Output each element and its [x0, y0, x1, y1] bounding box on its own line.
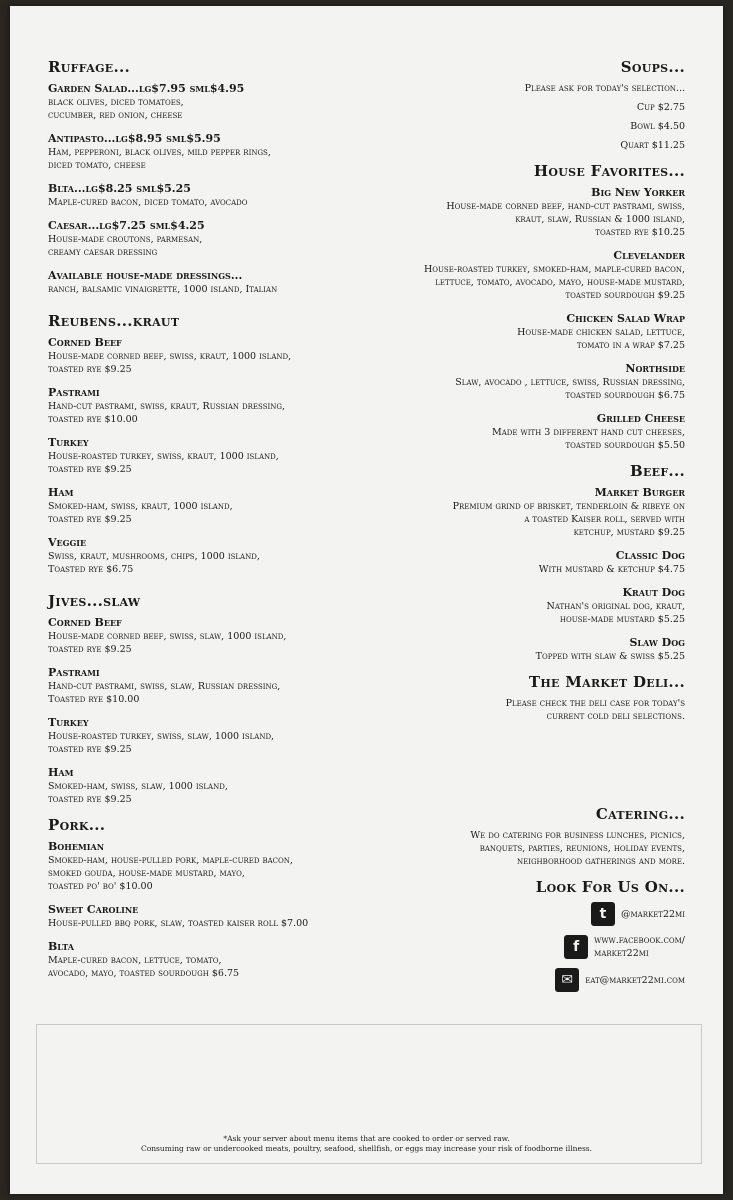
desc-line: House-pulled bbq pork, slaw, toasted kaiser roll $7.00: [48, 918, 309, 929]
email-link[interactable]: [355, 968, 685, 992]
item-desc: [355, 697, 685, 723]
menu-item: [48, 486, 368, 526]
ruffage-section: [48, 58, 368, 296]
item-desc: [355, 200, 685, 239]
desc-line: Please check the deli case for today's: [505, 698, 685, 709]
item-desc: [355, 829, 685, 868]
desc-line: diced tomato, cheese: [48, 160, 146, 171]
desc-line: Hand-cut pastrami, swiss, slaw, Russian dressing,: [48, 681, 281, 692]
desc-line: neighborhood gatherings and more.: [516, 856, 685, 867]
menu-item: [48, 132, 368, 172]
desc-line: current cold deli selections.: [546, 711, 685, 722]
menu-page: [10, 6, 723, 1194]
item-desc: [48, 400, 368, 426]
desc-line: tomato in a wrap $7.25: [576, 340, 685, 351]
desc-line: toasted rye $9.25: [48, 744, 132, 755]
soups-section: [355, 58, 685, 152]
item-name: Garden Salad...lg$7.95 sml$4.95: [48, 82, 245, 95]
menu-item: [48, 616, 368, 656]
menu-item: [355, 586, 685, 626]
desc-line: Bowl $4.50: [630, 121, 685, 132]
desc-line: Smoked-ham, house-pulled pork, maple-cured bacon,: [48, 855, 293, 866]
item-name: Ham: [48, 486, 74, 499]
desc-line: Topped with slaw & swiss $5.25: [535, 651, 685, 662]
desc-line: toasted rye $9.25: [48, 644, 132, 655]
desc-line: Toasted rye $6.75: [48, 564, 134, 575]
facebook-icon: f: [564, 935, 588, 959]
reubens-section: [48, 312, 368, 576]
item-desc: [48, 730, 368, 756]
desc-line: toasted sourdough $9.25: [565, 290, 685, 301]
desc-line: Maple-cured bacon, diced tomato, avocado: [48, 197, 248, 208]
item-desc: [355, 563, 685, 576]
item-desc: [48, 146, 368, 172]
item-desc: [355, 600, 685, 626]
desc-line: toasted rye $9.25: [48, 464, 132, 475]
item-name: Blta...lg$8.25 sml$5.25: [48, 182, 191, 195]
desc-line: Smoked-ham, swiss, kraut, 1000 island,: [48, 501, 233, 512]
desc-line: Nathan's original dog, kraut,: [546, 601, 685, 612]
item-desc: [355, 376, 685, 402]
desc-line: ketchup, mustard $9.25: [573, 527, 685, 538]
desc-line: banquets, parties, reunions, holiday events,: [479, 843, 685, 854]
item-desc: [48, 954, 368, 980]
twitter-handle: @market22mi: [620, 908, 685, 920]
desc-line: toasted rye $9.25: [48, 514, 132, 525]
desc-line: Cup $2.75: [636, 102, 685, 113]
item-name: Kraut Dog: [622, 586, 685, 599]
item-desc: [355, 650, 685, 663]
item-desc: [48, 550, 368, 576]
desc-line: toasted po' bo' $10.00: [48, 881, 153, 892]
item-desc: [355, 263, 685, 302]
item-desc: [48, 196, 368, 209]
section-title: Ruffage...: [48, 58, 131, 76]
desc-line: kraut, slaw, Russian & 1000 island,: [515, 214, 685, 225]
desc-line: With mustard & ketchup $4.75: [538, 564, 685, 575]
item-name: Ham: [48, 766, 74, 779]
item-desc: [48, 780, 368, 806]
menu-item: [355, 486, 685, 539]
item-name: Bohemian: [48, 840, 105, 853]
desc-line: Toasted rye $10.00: [48, 694, 140, 705]
pork-section: [48, 816, 368, 980]
menu-item: [48, 336, 368, 376]
item-desc: [48, 680, 368, 706]
item-name: Clevelander: [613, 249, 685, 262]
item-name: Market Burger: [594, 486, 685, 499]
menu-item: [48, 536, 368, 576]
item-desc: [48, 630, 368, 656]
desc-line: lettuce, tomato, avocado, mayo, house-made mustard,: [435, 277, 685, 288]
item-name: Veggie: [48, 536, 87, 549]
menu-item: [48, 766, 368, 806]
item-name: Caesar...lg$7.25 sml$4.25: [48, 219, 205, 232]
item-name: Pastrami: [48, 666, 100, 679]
item-desc: [48, 96, 368, 122]
menu-item: [355, 636, 685, 663]
desc-line: toasted sourdough $6.75: [565, 390, 685, 401]
section-title: The Market Deli...: [528, 673, 685, 691]
item-name: Slaw Dog: [629, 636, 685, 649]
item-name: Classic Dog: [615, 549, 685, 562]
facebook-url: [594, 934, 685, 960]
desc-line: toasted rye $9.25: [48, 364, 132, 375]
section-title: House Favorites...: [533, 162, 685, 180]
item-name: Available house-made dressings...: [48, 269, 243, 282]
item-desc: [48, 233, 368, 259]
social-section: [355, 878, 685, 992]
twitter-link[interactable]: [355, 902, 685, 926]
desc-line: toasted rye $10.00: [48, 414, 138, 425]
desc-line: House-made corned beef, swiss, slaw, 1000 island,: [48, 631, 287, 642]
menu-item: [48, 666, 368, 706]
item-desc: [355, 426, 685, 452]
item-name: Pastrami: [48, 386, 100, 399]
item-desc: [48, 350, 368, 376]
desc-line: Premium grind of brisket, tenderloin & ribeye on: [452, 501, 685, 512]
section-title: Pork...: [48, 816, 106, 834]
email-address: eat@market22mi.com: [585, 974, 685, 986]
desc-line: house-made mustard $5.25: [559, 614, 685, 625]
menu-item: [355, 186, 685, 239]
item-name: Turkey: [48, 716, 89, 729]
menu-item: [355, 312, 685, 352]
menu-item: [48, 182, 368, 209]
item-name: Big New Yorker: [591, 186, 685, 199]
item-desc: [48, 500, 368, 526]
menu-item: [355, 549, 685, 576]
menu-item: [355, 412, 685, 452]
desc-line: House-roasted turkey, swiss, kraut, 1000 island,: [48, 451, 279, 462]
desc-line: Maple-cured bacon, lettuce, tomato,: [48, 955, 222, 966]
desc-line: Ham, pepperoni, black olives, mild pepper rings,: [48, 147, 271, 158]
desc-line: Quart $11.25: [620, 140, 685, 151]
menu-item: [48, 219, 368, 259]
section-title: Beef...: [629, 462, 685, 480]
menu-item: [48, 840, 368, 893]
email-icon: ✉: [555, 968, 579, 992]
footnote: [10, 1134, 723, 1154]
menu-item: [48, 269, 368, 296]
footnote-line: *Ask your server about menu items that are cooked to order or served raw.: [223, 1134, 510, 1143]
desc-line: Hand-cut pastrami, swiss, kraut, Russian dressing,: [48, 401, 285, 412]
desc-line: House-roasted turkey, smoked-ham, maple-cured bacon,: [424, 264, 685, 275]
desc-line: House-roasted turkey, swiss, slaw, 1000 island,: [48, 731, 275, 742]
desc-line: House-made corned beef, hand-cut pastrami, swiss,: [446, 201, 685, 212]
item-name: Grilled Cheese: [596, 412, 685, 425]
menu-item: [48, 903, 368, 930]
item-desc: [48, 450, 368, 476]
section-title: Look For Us On...: [535, 878, 685, 896]
left-column: [48, 58, 368, 990]
desc-line: House-made croutons, parmesan,: [48, 234, 203, 245]
jives-section: [48, 592, 368, 806]
item-name: Sweet Caroline: [48, 903, 139, 916]
desc-line: black olives, diced tomatoes,: [48, 97, 184, 108]
right-column: [355, 58, 685, 1000]
desc-line: toasted rye $10.25: [595, 227, 685, 238]
item-name: Northside: [625, 362, 685, 375]
desc-line: market22mi: [594, 948, 649, 959]
item-name: Chicken Salad Wrap: [566, 312, 685, 325]
desc-line: cucumber, red onion, cheese: [48, 110, 183, 121]
desc-line: www.facebook.com/: [594, 935, 685, 946]
menu-item: [355, 249, 685, 302]
item-desc: [355, 500, 685, 539]
deli-section: [355, 673, 685, 723]
desc-line: We do catering for business lunches, picnics,: [470, 830, 685, 841]
desc-line: Smoked-ham, swiss, slaw, 1000 island,: [48, 781, 228, 792]
item-desc: [355, 82, 685, 152]
item-name: Blta: [48, 940, 74, 953]
menu-item: [355, 362, 685, 402]
item-desc: [48, 283, 368, 296]
footnote-line: Consuming raw or undercooked meats, poultry, seafood, shellfish, or eggs may increase your risk of foodborne illness.: [140, 1144, 593, 1153]
menu-item: [48, 436, 368, 476]
menu-item: [48, 386, 368, 426]
item-name: Antipasto...lg$8.95 sml$5.95: [48, 132, 221, 145]
item-name: Corned Beef: [48, 616, 122, 629]
section-title: Soups...: [620, 58, 685, 76]
item-desc: [48, 854, 368, 893]
section-title: Jives...slaw: [48, 592, 141, 610]
desc-line: smoked gouda, house-made mustard, mayo,: [48, 868, 245, 879]
desc-line: Please ask for today's selection...: [524, 83, 685, 94]
desc-line: Slaw, avocado , lettuce, swiss, Russian dressing,: [455, 377, 685, 388]
section-title: Catering...: [595, 805, 685, 823]
desc-line: House-made chicken salad, lettuce,: [517, 327, 685, 338]
desc-line: creamy caesar dressing: [48, 247, 158, 258]
item-name: Corned Beef: [48, 336, 122, 349]
twitter-icon: t: [591, 902, 615, 926]
desc-line: House-made corned beef, swiss, kraut, 1000 island,: [48, 351, 292, 362]
desc-line: avocado, mayo, toasted sourdough $6.75: [48, 968, 240, 979]
catering-section: [355, 805, 685, 868]
item-name: Turkey: [48, 436, 89, 449]
desc-line: Made with 3 different hand cut cheeses,: [492, 427, 685, 438]
desc-line: a toasted Kaiser roll, served with: [524, 514, 685, 525]
menu-item: [48, 716, 368, 756]
beef-section: [355, 462, 685, 663]
facebook-link[interactable]: [355, 934, 685, 960]
favorites-section: [355, 162, 685, 452]
desc-line: Swiss, kraut, mushrooms, chips, 1000 island,: [48, 551, 260, 562]
menu-item: [48, 940, 368, 980]
desc-line: toasted sourdough $5.50: [565, 440, 685, 451]
desc-line: toasted rye $9.25: [48, 794, 132, 805]
menu-item: [48, 82, 368, 122]
item-desc: [355, 326, 685, 352]
item-desc: [48, 917, 368, 930]
desc-line: ranch, balsamic vinaigrette, 1000 island, Italian: [48, 284, 278, 295]
section-title: Reubens...kraut: [48, 312, 180, 330]
